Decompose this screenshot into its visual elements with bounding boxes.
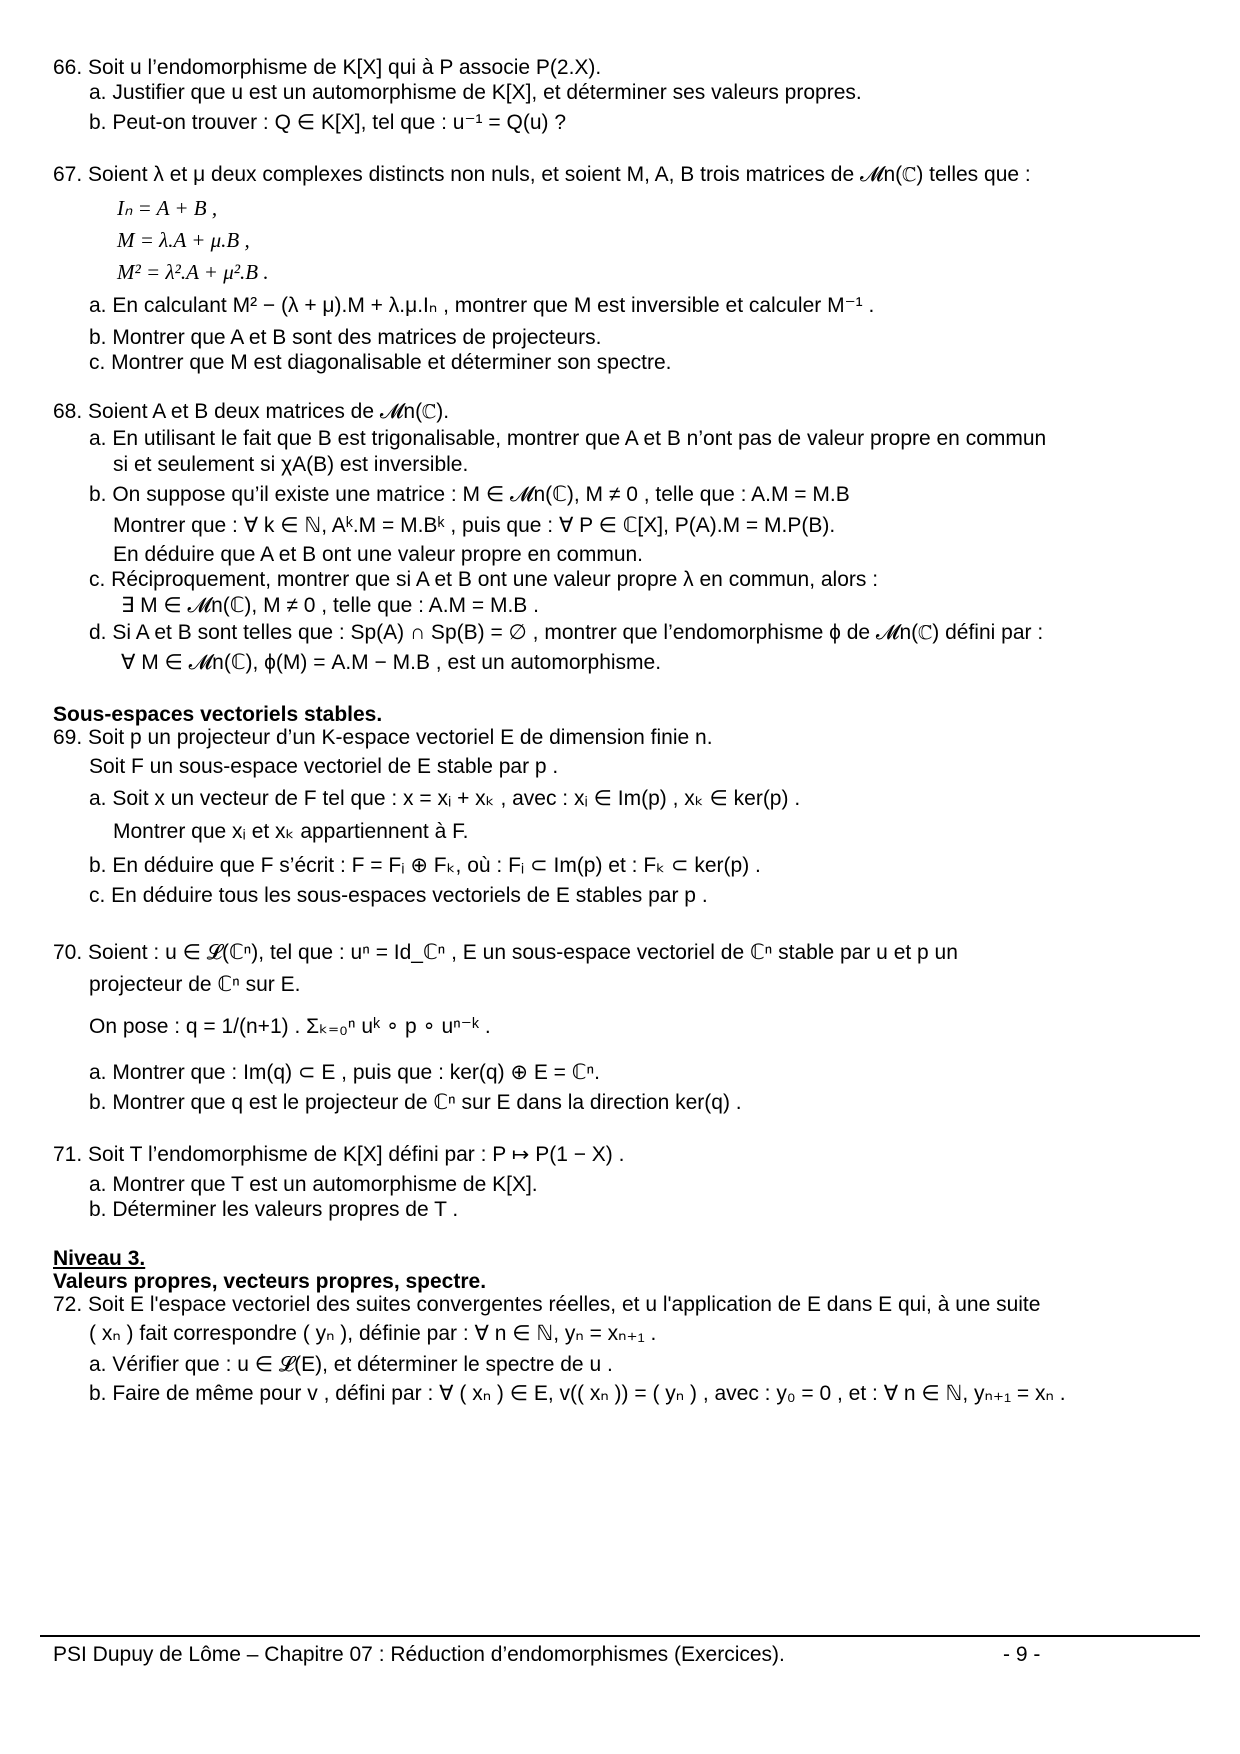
ex69-part-c: c. En déduire tous les sous-espaces vectoriels de E stables par p . bbox=[89, 884, 708, 907]
ex68-part-c-line1: c. Réciproquement, montrer que si A et B ont une valeur propre λ en commun, alors : bbox=[89, 568, 879, 591]
ex71-part-a: a. Montrer que T est un automorphisme de K[X]. bbox=[89, 1173, 538, 1196]
ex69-part-b: b. En déduire que F s’écrit : F = Fᵢ ⊕ Fₖ, où : Fᵢ ⊂ Im(p) et : Fₖ ⊂ ker(p) . bbox=[89, 854, 761, 877]
section-heading-stables: Sous-espaces vectoriels stables. bbox=[53, 703, 383, 726]
footer-title: PSI Dupuy de Lôme – Chapitre 07 : Réduction d’endomorphismes (Exercices). bbox=[53, 1643, 785, 1666]
ex67-equation-2: M = λ.A + μ.B , bbox=[117, 228, 250, 252]
ex68-part-c-line2: ∃ M ∈ 𝓜n(ℂ), M ≠ 0 , telle que : A.M = M.B . bbox=[121, 594, 539, 617]
level-heading: Niveau 3. bbox=[53, 1247, 146, 1270]
ex66-part-b: b. Peut-on trouver : Q ∈ K[X], tel que : u⁻¹ = Q(u) ? bbox=[89, 111, 567, 134]
ex71-part-b: b. Déterminer les valeurs propres de T . bbox=[89, 1198, 459, 1221]
ex68-statement: 68. Soient A et B deux matrices de 𝓜n(ℂ). bbox=[53, 400, 450, 423]
ex68-part-a-line2: si et seulement si χA(B) est inversible. bbox=[113, 453, 469, 476]
page-number: - 9 - bbox=[1003, 1643, 1041, 1666]
ex68-part-b-line3: En déduire que A et B ont une valeur propre en commun. bbox=[113, 543, 644, 566]
footer-divider bbox=[40, 1635, 1200, 1637]
ex67-statement: 67. Soient λ et μ deux complexes distincts non nuls, et soient M, A, B trois matrices de 𝓜n(ℂ) telles que : bbox=[53, 163, 1031, 186]
ex72-part-b: b. Faire de même pour v , défini par : ∀ ( xₙ ) ∈ E, v(( xₙ )) = ( yₙ ) , avec : y₀ = 0 , et : ∀ n ∈ ℕ, yₙ₊₁ = xₙ . bbox=[89, 1382, 1066, 1405]
ex67-equation-3: M² = λ².A + μ².B . bbox=[117, 260, 269, 284]
ex68-part-b-line1: b. On suppose qu’il existe une matrice : M ∈ 𝓜n(ℂ), M ≠ 0 , telle que : A.M = M.B bbox=[89, 483, 850, 506]
ex66-statement: 66. Soit u l’endomorphisme de K[X] qui à P associe P(2.X). bbox=[53, 56, 602, 79]
ex68-part-b-line2: Montrer que : ∀ k ∈ ℕ, Aᵏ.M = M.Bᵏ , puis que : ∀ P ∈ ℂ[X], P(A).M = M.P(B). bbox=[113, 514, 836, 537]
ex69-statement-line1: 69. Soit p un projecteur d’un K-espace vectoriel E de dimension finie n. bbox=[53, 726, 713, 749]
ex68-part-d-line1: d. Si A et B sont telles que : Sp(A) ∩ Sp(B) = ∅ , montrer que l’endomorphisme ϕ de 𝓜n(ℂ) défini par : bbox=[89, 621, 1044, 644]
ex71-statement: 71. Soit T l’endomorphisme de K[X] défini par : P ↦ P(1 − X) . bbox=[53, 1143, 625, 1166]
ex68-part-d-line2: ∀ M ∈ 𝓜n(ℂ), ϕ(M) = A.M − M.B , est un automorphisme. bbox=[121, 651, 662, 674]
ex67-part-a: a. En calculant M² − (λ + μ).M + λ.μ.Iₙ , montrer que M est inversible et calculer M⁻¹ . bbox=[89, 294, 875, 317]
ex66-part-a: a. Justifier que u est un automorphisme de K[X], et déterminer ses valeurs propres. bbox=[89, 81, 862, 104]
ex67-part-c: c. Montrer que M est diagonalisable et déterminer son spectre. bbox=[89, 351, 672, 374]
ex70-part-b: b. Montrer que q est le projecteur de ℂⁿ sur E dans la direction ker(q) . bbox=[89, 1091, 742, 1114]
ex72-part-a: a. Vérifier que : u ∈ 𝓛(E), et déterminer le spectre de u . bbox=[89, 1353, 613, 1376]
ex72-statement-line2: ( xₙ ) fait correspondre ( yₙ ), définie par : ∀ n ∈ ℕ, yₙ = xₙ₊₁ . bbox=[89, 1322, 657, 1345]
ex70-part-a: a. Montrer que : Im(q) ⊂ E , puis que : ker(q) ⊕ E = ℂⁿ. bbox=[89, 1061, 600, 1084]
section-heading-valeurs-propres: Valeurs propres, vecteurs propres, spectre. bbox=[53, 1270, 487, 1293]
ex69-statement-line2: Soit F un sous-espace vectoriel de E stable par p . bbox=[89, 755, 559, 778]
ex67-equation-1: Iₙ = A + B , bbox=[117, 196, 218, 220]
ex70-statement-line2: projecteur de ℂⁿ sur E. bbox=[89, 973, 301, 996]
ex70-definition-q: On pose : q = 1/(n+1) . Σₖ₌₀ⁿ uᵏ ∘ p ∘ uⁿ⁻ᵏ . bbox=[89, 1015, 491, 1038]
ex70-statement-line1: 70. Soient : u ∈ 𝓛(ℂⁿ), tel que : uⁿ = Id_ℂⁿ , E un sous-espace vectoriel de ℂⁿ stable par u et p un bbox=[53, 941, 958, 964]
ex69-part-a-line2: Montrer que xᵢ et xₖ appartiennent à F. bbox=[113, 820, 469, 843]
ex68-part-a-line1: a. En utilisant le fait que B est trigonalisable, montrer que A et B n’ont pas de valeur propre en commun bbox=[89, 427, 1047, 450]
ex72-statement-line1: 72. Soit E l'espace vectoriel des suites convergentes réelles, et u l'application de E dans E qui, à une suite bbox=[53, 1293, 1041, 1316]
ex69-part-a-line1: a. Soit x un vecteur de F tel que : x = xᵢ + xₖ , avec : xᵢ ∈ Im(p) , xₖ ∈ ker(p) . bbox=[89, 787, 801, 810]
ex67-part-b: b. Montrer que A et B sont des matrices de projecteurs. bbox=[89, 326, 602, 349]
